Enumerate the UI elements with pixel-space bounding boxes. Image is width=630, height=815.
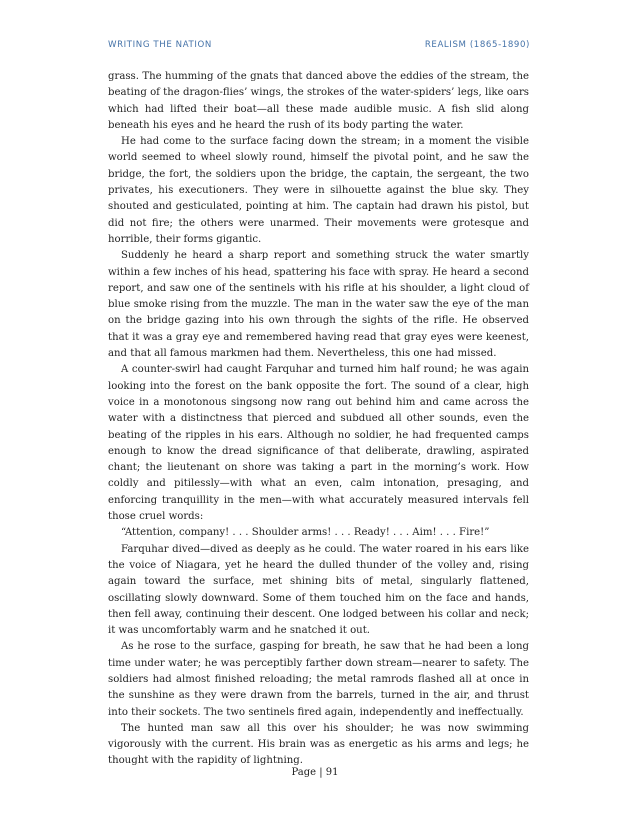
paragraph: “Attention, company! . . . Shoulder arms! . . . Ready! . . . Aim! . . . Fire!” — [121, 527, 490, 539]
paragraph: He had come to the surface facing down the stream; in a moment the visible world seemed to wheel slowly round, himself the pivotal point, and he saw the bridge, the fort, the soldiers upon the bridge, the captain, the sergeant, the two privates, his executioners. They were in silhouette against the blue sky. They shouted and gesticulated, pointing at him. The captain had drawn his pistol, but did not fire; the others were unarmed. Their movements were grotesque and horrible, their forms gigantic. — [108, 136, 529, 245]
paragraph: The hunted man saw all this over his shoulder; he was now swimming vigorously with the current. His brain was as energetic as his arms and legs; he thought with the rapidity of lightning. — [108, 722, 529, 767]
paragraph: grass. The humming of the gnats that danced above the eddies of the stream, the beating of the dragon-flies’ wings, the strokes of the water-spiders’ legs, like oars which had lifted their boat—all these made audible music. A fish slid along beneath his eyes and he heard the rush of its body parting the water. — [108, 71, 529, 131]
page-number: Page | 91 — [291, 767, 339, 778]
header-section-title: WRITING THE NATION — [108, 40, 212, 50]
body-text — [108, 69, 529, 770]
header-period-title: REALISM (1865-1890) — [424, 40, 530, 50]
running-header — [108, 40, 530, 50]
paragraph: Farquhar dived—dived as deeply as he could. The water roared in his ears like the voice of Niagara, yet he heard the dulled thunder of the volley and, rising again toward the surface, met shining bits of metal, singularly flattened, oscillating slowly downward. Some of them touched him on the face and hands, then fell away, continuing their descent. One lodged between his collar and neck; it was uncomfortably warm and he snatched it out. — [108, 543, 529, 637]
paragraph: Suddenly he heard a sharp report and something struck the water smartly within a few inches of his head, spattering his face with spray. He heard a second report, and saw one of the sentinels with his rifle at his shoulder, a light cloud of blue smoke rising from the muzzle. The man in the water saw the eye of the man on the bridge gazing into his own through the sights of the rifle. He observed that it was a gray eye and remembered having read that gray eyes were keenest, and that all famous markmen had them. Nevertheless, this one had missed. — [108, 250, 529, 360]
paragraph: As he rose to the surface, gasping for breath, he saw that he had been a long time under water; he was perceptibly farther down stream—nearer to safety. The soldiers had almost finished reloading; the metal ramrods flashed all at once in the sunshine as they were drawn from the barrels, turned in the air, and thrust into their sockets. The two sentinels fired again, independently and ineffectually. — [108, 641, 529, 718]
paragraph: A counter-swirl had caught Farquhar and turned him half round; he was again looking into the forest on the bank opposite the fort. The sound of a clear, high voice in a monotonous singsong now rang out behind him and came across the water with a distinctness that pierced and subdued all other sounds, even the beating of the ripples in his ears. Although no soldier, he had frequented camps enough to know the dread significance of that deliberate, drawling, aspirated chant; the lieutenant on shore was taking a part in the morning’s work. How coldly and pitilessly—with what an even, calm intonation, presaging, and enforcing tranquillity in the men—with what accurately measured intervals fell those cruel words: — [108, 364, 529, 523]
